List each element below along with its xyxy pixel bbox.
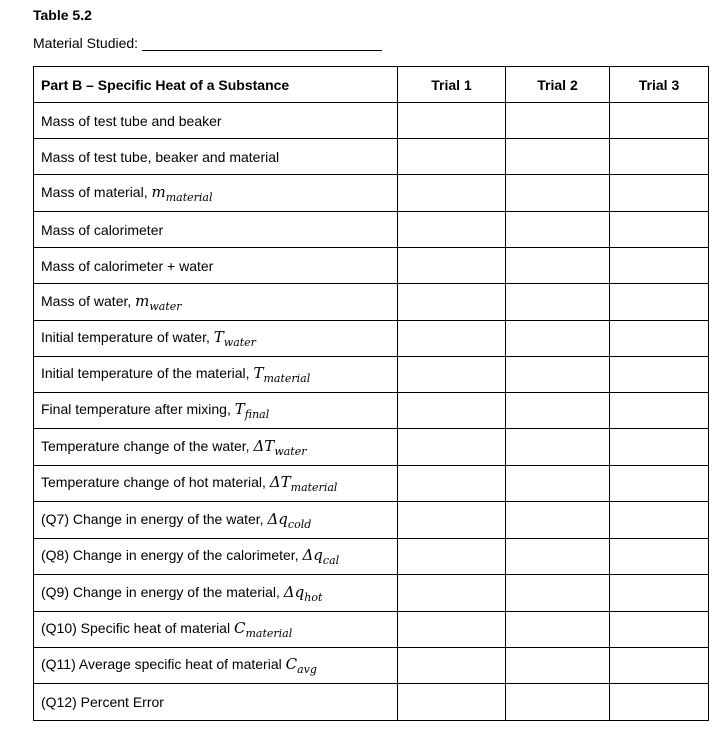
table-title: Table 5.2 [33,7,92,23]
trial-3-cell[interactable] [610,684,709,721]
variable-symbol: m [151,182,166,201]
trial-2-cell[interactable] [506,393,610,429]
variable-subscript: avg [297,663,317,676]
variable-subscript: material [165,190,213,204]
row-label-text: (Q7) Change in energy of the water, [41,510,268,527]
variable-symbol: ΔT [269,473,291,491]
variable-subscript: material [245,627,293,640]
row-label-text: Initial temperature of the material, [41,365,254,381]
trial-1-cell[interactable] [398,139,506,175]
row-label-text: (Q11) Average specific heat of material [41,656,286,672]
trial-3-cell[interactable] [610,539,709,575]
header-trial-1: Trial 1 [398,67,506,103]
row-variable [135,291,182,313]
row-label-text: (Q10) Specific heat of material [41,620,234,636]
table-row [34,103,709,139]
variable-subscript: cold [287,517,312,531]
row-label [34,648,398,684]
trial-1-cell[interactable] [398,284,506,321]
row-label-text: (Q9) Change in energy of the material, [41,583,284,600]
trial-3-cell[interactable] [610,466,709,502]
row-variable [253,436,307,458]
trial-1-cell[interactable] [398,539,506,575]
header-trial-3: Trial 3 [610,67,709,103]
table-row [34,139,709,175]
trial-3-cell[interactable] [610,357,709,393]
row-variable [269,473,338,494]
table-row [34,575,709,612]
table-row [34,648,709,684]
trial-3-cell[interactable] [610,103,709,139]
trial-1-cell[interactable] [398,393,506,429]
table-row [34,284,709,321]
table-row [34,684,709,721]
trial-2-cell[interactable] [506,284,610,321]
variable-symbol: Δq [283,582,305,601]
trial-2-cell[interactable] [506,502,610,539]
trial-3-cell[interactable] [610,393,709,429]
row-label-text: Temperature change of the water, [41,437,254,454]
row-label-text: Mass of test tube and beaker [41,112,222,129]
table-row [34,539,709,575]
row-label [34,103,398,139]
variable-symbol: T [253,364,264,382]
trial-2-cell[interactable] [506,139,610,175]
trial-1-cell[interactable] [398,212,506,248]
row-label [34,539,398,575]
header-trial-2: Trial 2 [506,67,610,103]
variable-subscript: cal [322,554,340,567]
row-label [34,357,398,393]
variable-subscript: water [223,336,256,349]
trial-3-cell[interactable] [610,321,709,357]
trial-3-cell[interactable] [610,284,709,321]
variable-subscript: hot [304,590,323,604]
row-label [34,284,398,321]
row-label-text: Mass of test tube, beaker and material [41,148,280,165]
trial-1-cell[interactable] [398,175,506,212]
trial-1-cell[interactable] [398,248,506,284]
row-variable [233,619,293,640]
row-label-text: Mass of calorimeter [41,221,164,238]
row-label-text: Final temperature after mixing, [41,401,235,417]
trial-3-cell[interactable] [610,575,709,612]
trial-2-cell[interactable] [506,575,610,612]
table-row [34,393,709,429]
trial-1-cell[interactable] [398,502,506,539]
trial-2-cell[interactable] [506,539,610,575]
row-label [34,393,398,429]
header-part-b: Part B – Specific Heat of a Substance [34,67,398,103]
trial-1-cell[interactable] [398,321,506,357]
variable-subscript: material [263,372,311,385]
row-label [34,139,398,175]
trial-3-cell[interactable] [610,612,709,648]
table-row [34,321,709,357]
variable-symbol: T [213,328,224,346]
trial-2-cell[interactable] [506,321,610,357]
trial-1-cell[interactable] [398,684,506,721]
trial-1-cell[interactable] [398,103,506,139]
row-label [34,684,398,721]
trial-3-cell[interactable] [610,648,709,684]
variable-subscript: final [244,408,270,421]
row-label [34,466,398,502]
variable-subscript: material [290,481,338,494]
variable-subscript: water [274,444,307,458]
trial-3-cell[interactable] [610,212,709,248]
row-label-text: (Q8) Change in energy of the calorimeter, [41,547,303,563]
trial-2-cell[interactable] [506,212,610,248]
trial-1-cell[interactable] [398,466,506,502]
row-variable [285,655,317,676]
trial-1-cell[interactable] [398,575,506,612]
trial-2-cell[interactable] [506,248,610,284]
trial-2-cell[interactable] [506,429,610,466]
trial-2-cell[interactable] [506,684,610,721]
trial-1-cell[interactable] [398,648,506,684]
row-variable [151,182,213,204]
row-variable [253,364,311,385]
row-label [34,248,398,284]
material-studied-label: Material Studied: [33,35,139,51]
row-variable [267,509,312,531]
trial-1-cell[interactable] [398,429,506,466]
trial-1-cell[interactable] [398,357,506,393]
variable-subscript: water [149,299,182,313]
variable-symbol: m [135,291,150,310]
trial-2-cell[interactable] [506,103,610,139]
row-label [34,212,398,248]
variable-symbol: C [285,655,298,673]
variable-symbol: Δq [267,509,288,528]
row-label-text: Mass of material, [41,183,152,200]
row-label [34,575,398,612]
trial-2-cell[interactable] [506,466,610,502]
trial-3-cell[interactable] [610,429,709,466]
row-label-text: Mass of water, [41,292,136,309]
row-label-text: (Q12) Percent Error [41,694,164,710]
row-label-text: Temperature change of hot material, [41,474,270,490]
header-row [34,67,709,103]
variable-symbol: C [233,619,246,637]
row-label [34,429,398,466]
row-label [34,321,398,357]
row-label [34,175,398,212]
material-studied-field[interactable] [142,36,382,51]
row-variable [234,400,270,421]
data-table [33,66,709,721]
trial-2-cell[interactable] [506,357,610,393]
table-row [34,612,709,648]
trial-3-cell[interactable] [610,502,709,539]
variable-symbol: ΔT [253,436,275,455]
table-row [34,212,709,248]
table-row [34,357,709,393]
table-row [34,502,709,539]
row-label [34,502,398,539]
variable-symbol: Δq [302,546,323,564]
trial-2-cell[interactable] [506,648,610,684]
row-variable [283,582,323,604]
table-row [34,175,709,212]
table-row [34,466,709,502]
variable-symbol: T [234,400,245,418]
trial-2-cell[interactable] [506,175,610,212]
row-variable [213,328,256,349]
table-row [34,429,709,466]
trial-3-cell[interactable] [610,175,709,212]
material-studied [33,35,382,51]
trial-1-cell[interactable] [398,612,506,648]
trial-3-cell[interactable] [610,248,709,284]
row-label [34,612,398,648]
trial-2-cell[interactable] [506,612,610,648]
table-row [34,248,709,284]
row-label-text: Initial temperature of water, [41,329,214,345]
row-variable [302,546,340,567]
row-label-text: Mass of calorimeter + water [41,257,214,274]
trial-3-cell[interactable] [610,139,709,175]
